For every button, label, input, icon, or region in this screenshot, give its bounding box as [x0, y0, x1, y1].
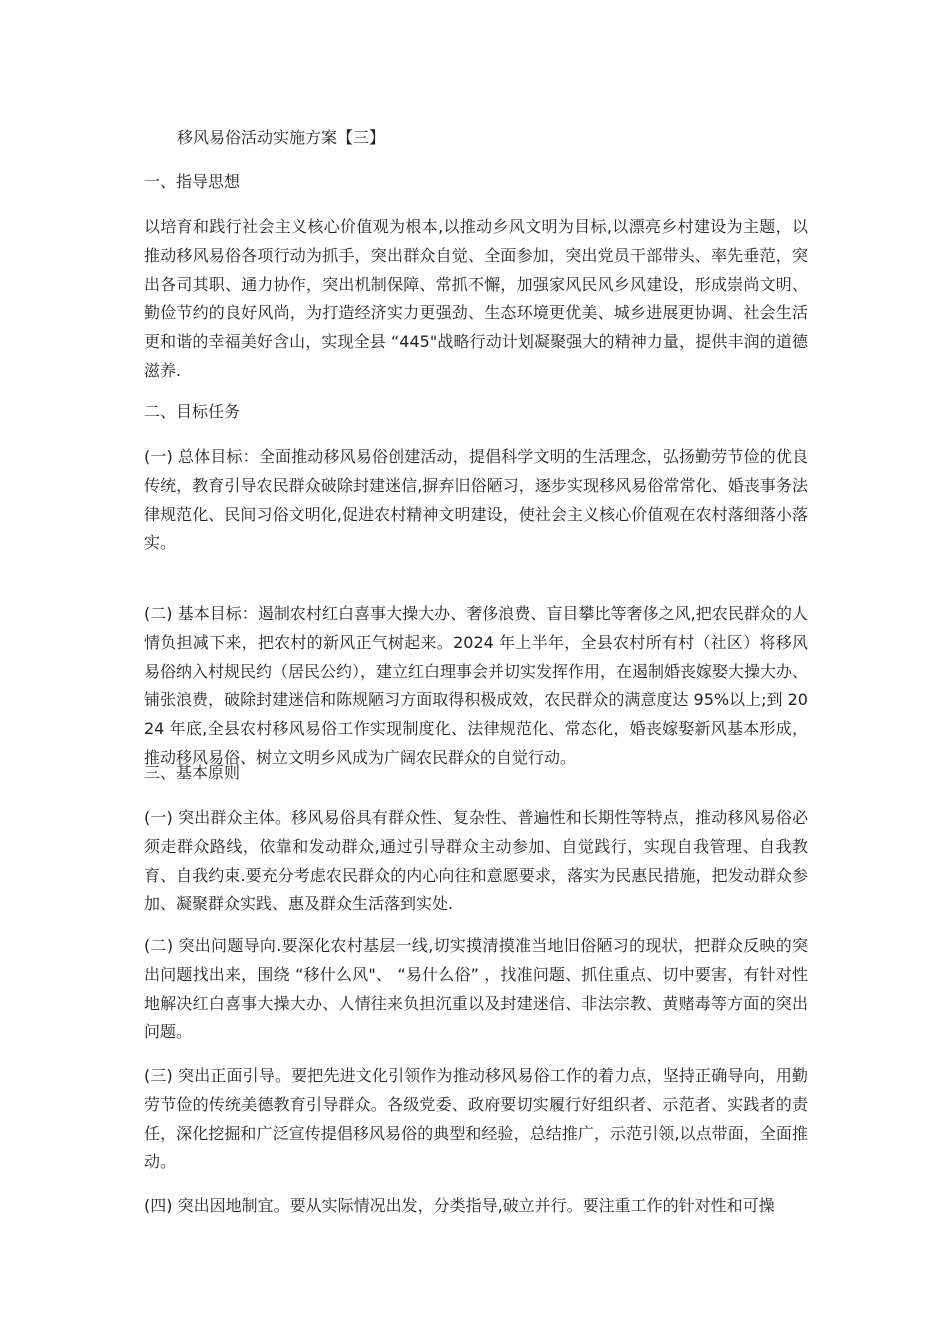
document-title: 移风易俗活动实施方案【三】 [177, 128, 386, 147]
paragraph-guiding-ideology: 以培育和践行社会主义核心价值观为根本,以推动乡风文明为目标,以漂亮乡村建设为主题，以推动移风易俗各项行动为抓手，突出群众自觉、全面参加，突出党员干部带头、率先垂范，突出各司其职、通力协作，突出机制保障、常抓不懈，加强家风民风乡风建设，形成崇尚文明、勤俭节约的良好风尚，为打造经济实力更强劲、生态环境更优美、城乡进展更协调、社会生活更和谐的幸福美好含山，实现全县 “445"战略行动计划凝聚强大的精神力量，提供丰润的道德滋养. [144, 217, 808, 380]
section-heading-guiding-ideology: 一、指导思想 [144, 172, 241, 191]
paragraph-overall-goal: (一) 总体目标：全面推动移风易俗创建活动，提倡科学文明的生活理念，弘扬勤劳节俭的优良传统，教育引导农民群众破除封建迷信,摒弃旧俗陋习，逐步实现移风易俗常常化、婚丧事务法律规范化、民间习俗文明化,促进农村精神文明建设，使社会主义核心价值观在农村落细落小落实。 [144, 447, 808, 553]
section-heading-goals-tasks: 二、目标任务 [144, 402, 241, 421]
section-heading-basic-principles: 三、基本原则 [144, 763, 241, 782]
paragraph-principle-3: (三) 突出正面引导。要把先进文化引领作为推动移风易俗工作的着力点，坚持正确导向，用勤劳节俭的传统美德教育引导群众。各级党委、政府要切实履行好组织者、示范者、实践者的责任，深化挖掘和广泛宣传提倡移风易俗的典型和经验，总结推广，示范引领,以点带面，全面推动。 [144, 1066, 808, 1172]
paragraph-principle-1: (一) 突出群众主体。移风易俗具有群众性、复杂性、普遍性和长期性等特点，推动移风易俗必须走群众路线，依靠和发动群众,通过引导群众主动参加、自觉践行，实现自我管理、自我教育、自我约束.要充分考虑农民群众的内心向往和意愿要求，落实为民惠民措施，把发动群众参加、凝聚群众实践、惠及群众生活落到实处. [144, 808, 808, 914]
paragraph-principle-4: (四) 突出因地制宜。要从实际情况出发，分类指导,破立并行。要注重工作的针对性和可操 [144, 1196, 775, 1215]
paragraph-principle-2: (二) 突出问题导向.要深化农村基层一线,切实摸清摸准当地旧俗陋习的现状，把群众反映的突出问题找出来，围绕 “移什么风"、 “易什么俗” ，找准问题、抓住重点、切中要害，有针对性地解决红白喜事大操大办、人情往来负担沉重以及封建迷信、非法宗教、黄赌毒等方面的突出问题。 [144, 936, 808, 1042]
paragraph-basic-goal: (二) 基本目标：遏制农村红白喜事大操大办、奢侈浪费、盲目攀比等奢侈之风,把农民群众的人情负担减下来，把农村的新风正气树起来。2024 年上半年，全县农村所有村（社区）将移风易俗纳入村规民约（居民公约），建立红白理事会并切实发挥作用，在遏制婚丧嫁娶大操大办、铺张浪费，破除封建迷信和陈规陋习方面取得积极成效，农民群众的满意度达 95%以上;到 2024 年底,全县农村移风易俗工作实现制度化、法律规范化、常态化，婚丧嫁娶新风基本形成，推动移风易俗、树立文明乡风成为广阔农民群众的自觉行动。 [144, 604, 809, 767]
